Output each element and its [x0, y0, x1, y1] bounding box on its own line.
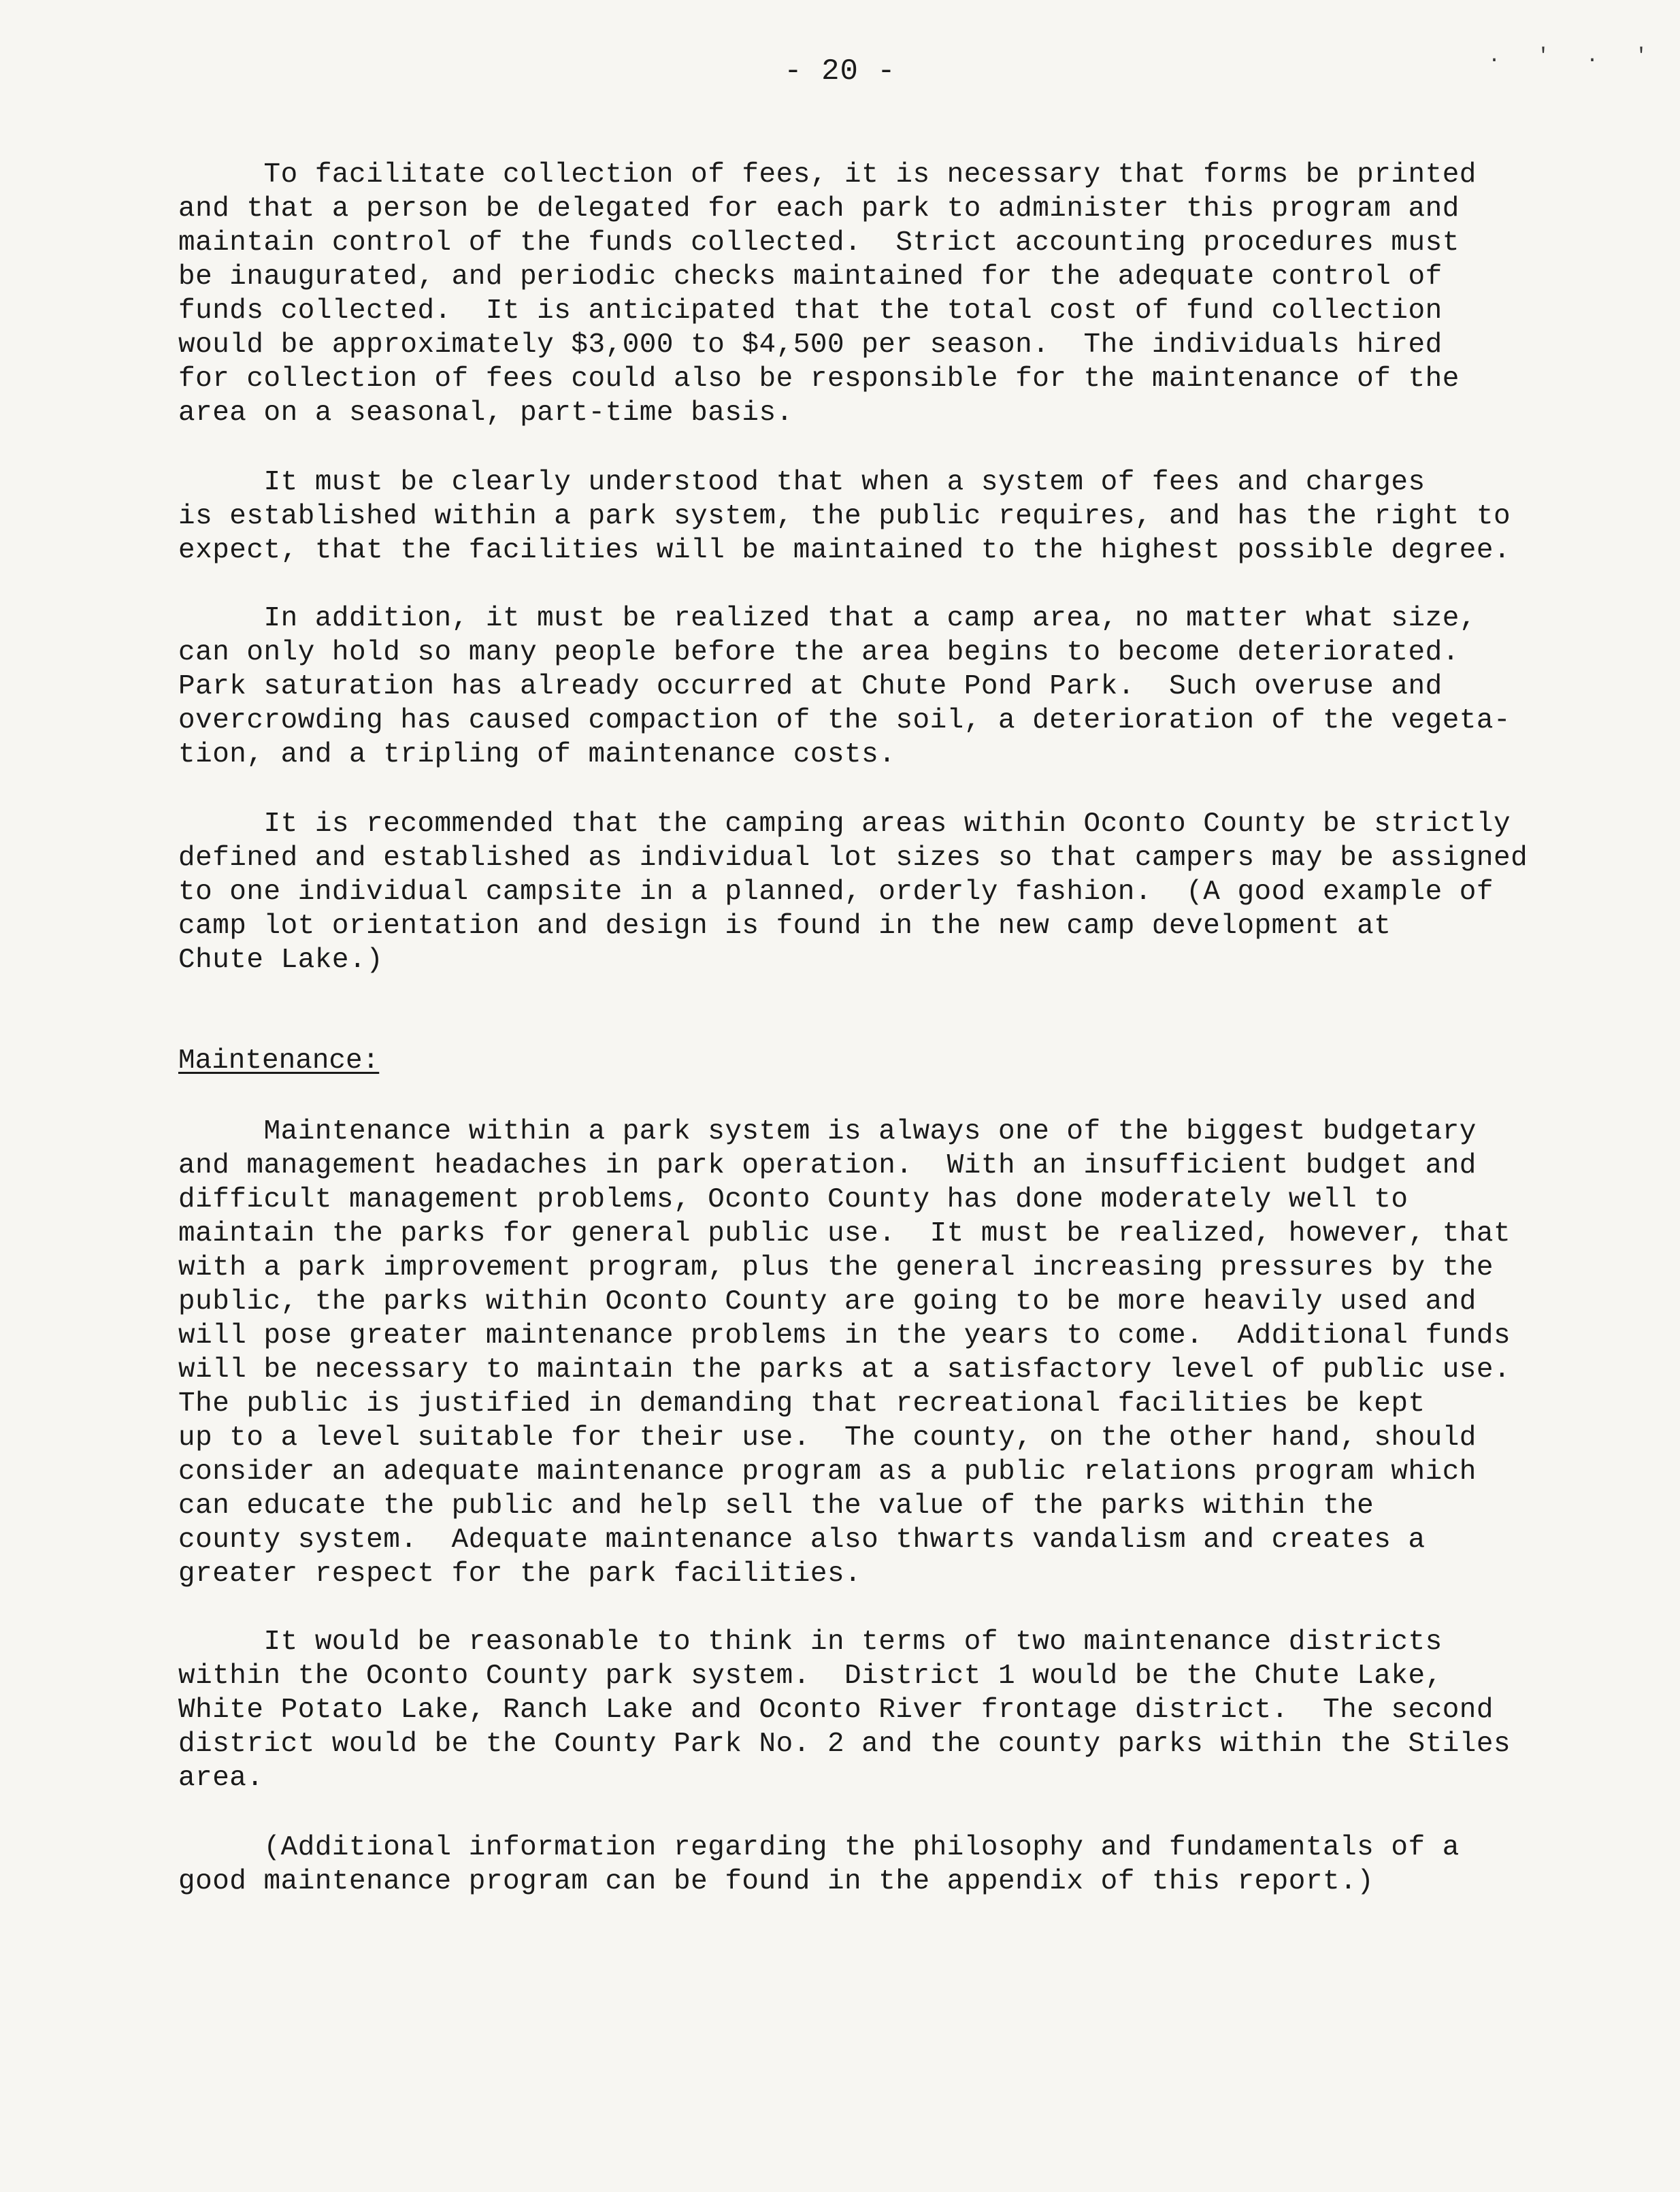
edge-marks: . ' . ' [1487, 45, 1660, 68]
section-heading-maintenance: Maintenance: [178, 1045, 380, 1077]
paragraph-fees-collection: To facilitate collection of fees, it is necessary that forms be printed and that a person be delegated for each park to administer this program and maintain control of the funds collected. Strict accounting procedures must be inaugurated, and periodic checks maintained for the adequate control of funds collected. It is anticipated that the total cost of fund collection would be approximately $3,000 to $4,500 per season. The individuals hired for collection of fees could also be responsible for the maintenance of the area on a seasonal, part-time basis. [178, 159, 1477, 429]
page-number: - 20 - [784, 54, 896, 88]
paragraph-camp-saturation: In addition, it must be realized that a camp area, no matter what size, can only hold so many people before the area begins to become deteriorated. Park saturation has already occurred at Chute Pond Park. Such overuse and overcrowding has caused compaction of the soil, a deterioration of the vegeta- tion, and a tripling of maintenance costs. [178, 603, 1511, 770]
paragraph-maintenance-districts: It would be reasonable to think in terms of two maintenance districts within the Oconto County park system. District 1 would be the Chute Lake, White Potato Lake, Ranch Lake and Oconto River frontage district. The second district would be the County Park No. 2 and the county parks within the Stiles area. [178, 1626, 1511, 1794]
paragraph-maintenance-overview: Maintenance within a park system is always one of the biggest budgetary and management headaches in park operation. With an insufficient budget and difficult management problems, Oconto County has done moderately well to maintain the parks for general public use. It must be realized, however, that with a park improvement program, plus the general increasing pressures by the public, the parks within Oconto County are going to be more heavily used and will pose greater maintenance problems in the years to come. Additional funds will be necessary to maintain the parks at a satisfactory level of public use. The public is justified in demanding that recreational facilities be kept up to a level suitable for their use. The county, on the other hand, should consider an adequate maintenance program as a public relations program which can educate the public and help sell the value of the parks within the county system. Adequate maintenance also thwarts vandalism and creates a greater respect for the park facilities. [178, 1116, 1511, 1590]
paragraph-maintenance-appendix: (Additional information regarding the philosophy and fundamentals of a good maintenance program can be found in the appendix of this report.) [178, 1832, 1460, 1897]
paragraph-fees-understanding: It must be clearly understood that when a system of fees and charges is established within a park system, the public requires, and has the right to expect, that the facilities will be maintained to the highest possible degree. [178, 467, 1511, 566]
paragraph-camp-lots: It is recommended that the camping areas within Oconto County be strictly defined and established as individual lot sizes so that campers may be assigned to one individual campsite in a planned, orderly fashion. (A good example of camp lot orientation and design is found in the new camp development at Chute Lake.) [178, 808, 1528, 976]
